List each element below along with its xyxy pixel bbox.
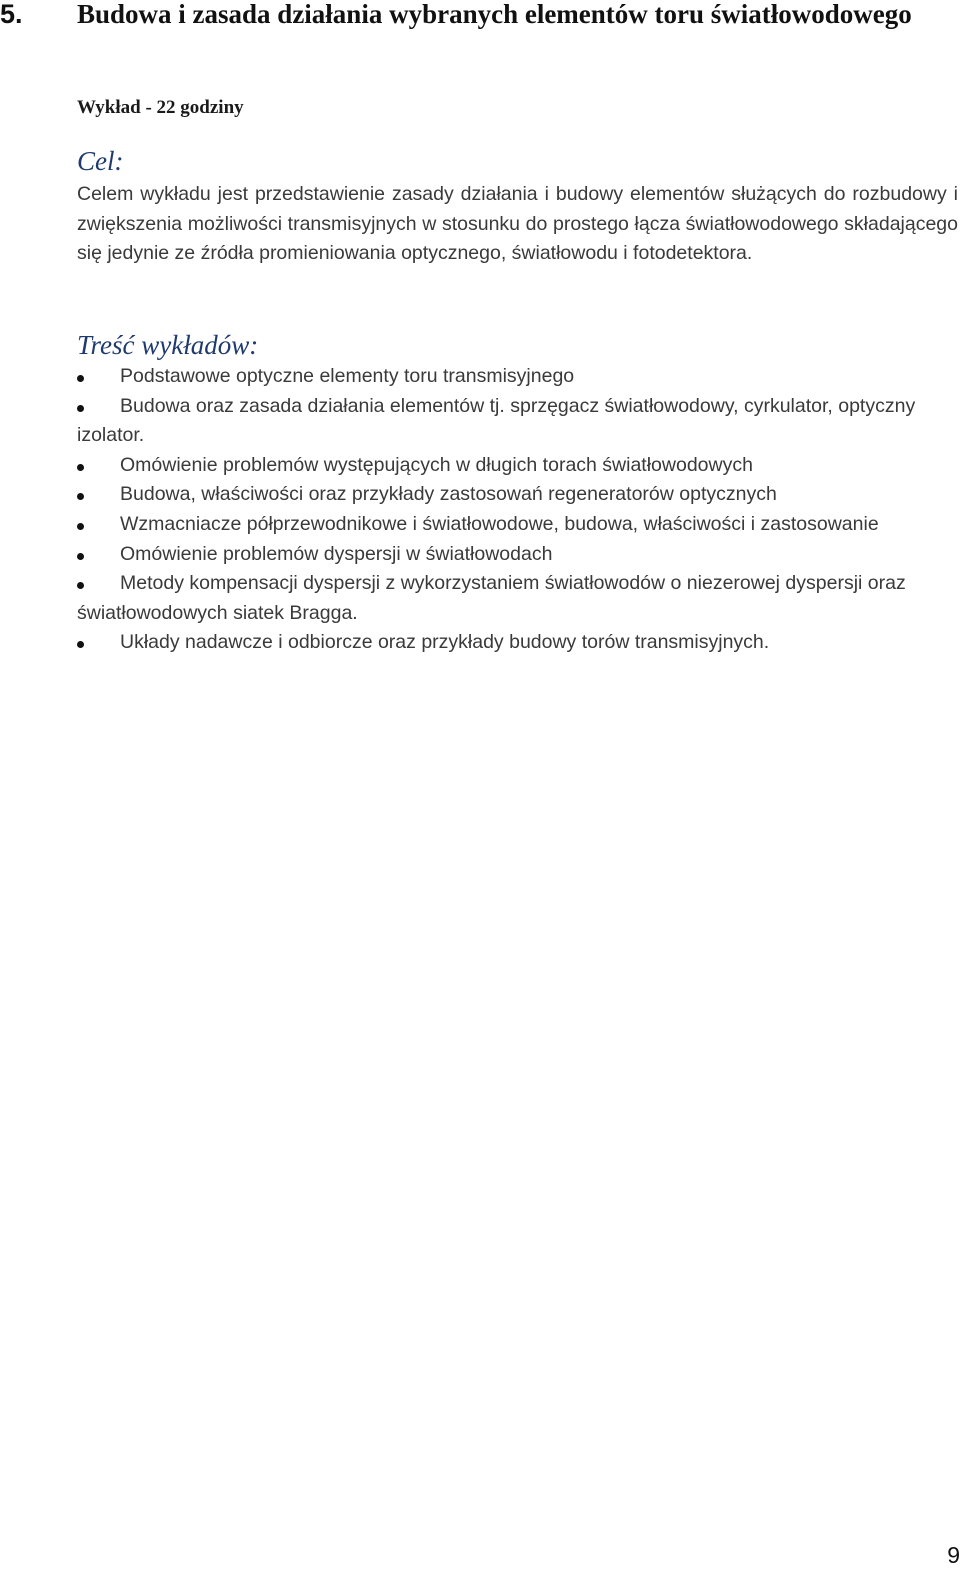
- list-item: Omówienie problemów dyspersji w światłowodach: [77, 540, 947, 570]
- list-item: Układy nadawcze i odbiorcze oraz przykłady budowy torów transmisyjnych.: [77, 628, 947, 658]
- bullet-icon: [77, 493, 84, 500]
- bullet-icon: [77, 582, 84, 589]
- list-item: Omówienie problemów występujących w długich torach światłowodowych: [77, 451, 947, 481]
- section-number: 5.: [0, 0, 23, 29]
- content-list: [77, 362, 947, 658]
- page-number: 9: [947, 1542, 960, 1568]
- bullet-icon: [77, 641, 84, 648]
- bullet-icon: [77, 464, 84, 471]
- goal-paragraph: Celem wykładu jest przedstawienie zasady działania i budowy elementów służących do rozbudowy i zwiększenia możliwości transmisyjnych w stosunku do prostego łącza światłowodowego składającego się jedynie ze źródła promieniowania optycznego, światłowodu i fotodetektora.: [77, 183, 958, 265]
- list-item: Metody kompensacji dyspersji z wykorzystaniem światłowodów o niezerowej dyspersji oraz światłowodowych siatek Bragga.: [77, 572, 906, 624]
- content-label: Treść wykładów:: [77, 330, 259, 360]
- bullet-icon: [77, 553, 84, 560]
- bullet-icon: [77, 405, 84, 412]
- list-item: Wzmacniacze półprzewodnikowe i światłowodowe, budowa, właściwości i zastosowanie: [77, 510, 947, 540]
- lecture-hours: Wykład - 22 godziny: [77, 97, 244, 118]
- list-item: Budowa oraz zasada działania elementów tj. sprzęgacz światłowodowy, cyrkulator, optyczny izolator.: [77, 394, 916, 447]
- section-heading: [0, 0, 945, 32]
- list-item: Podstawowe optyczne elementy toru transmisyjnego: [77, 362, 947, 392]
- section-title: Budowa i zasada działania wybranych elementów toru światłowodowego: [77, 0, 912, 29]
- goal-label: Cel:: [77, 146, 124, 176]
- bullet-icon: [77, 523, 84, 530]
- list-item: Budowa, właściwości oraz przykłady zastosowań regeneratorów optycznych: [77, 480, 947, 510]
- bullet-icon: [77, 375, 84, 382]
